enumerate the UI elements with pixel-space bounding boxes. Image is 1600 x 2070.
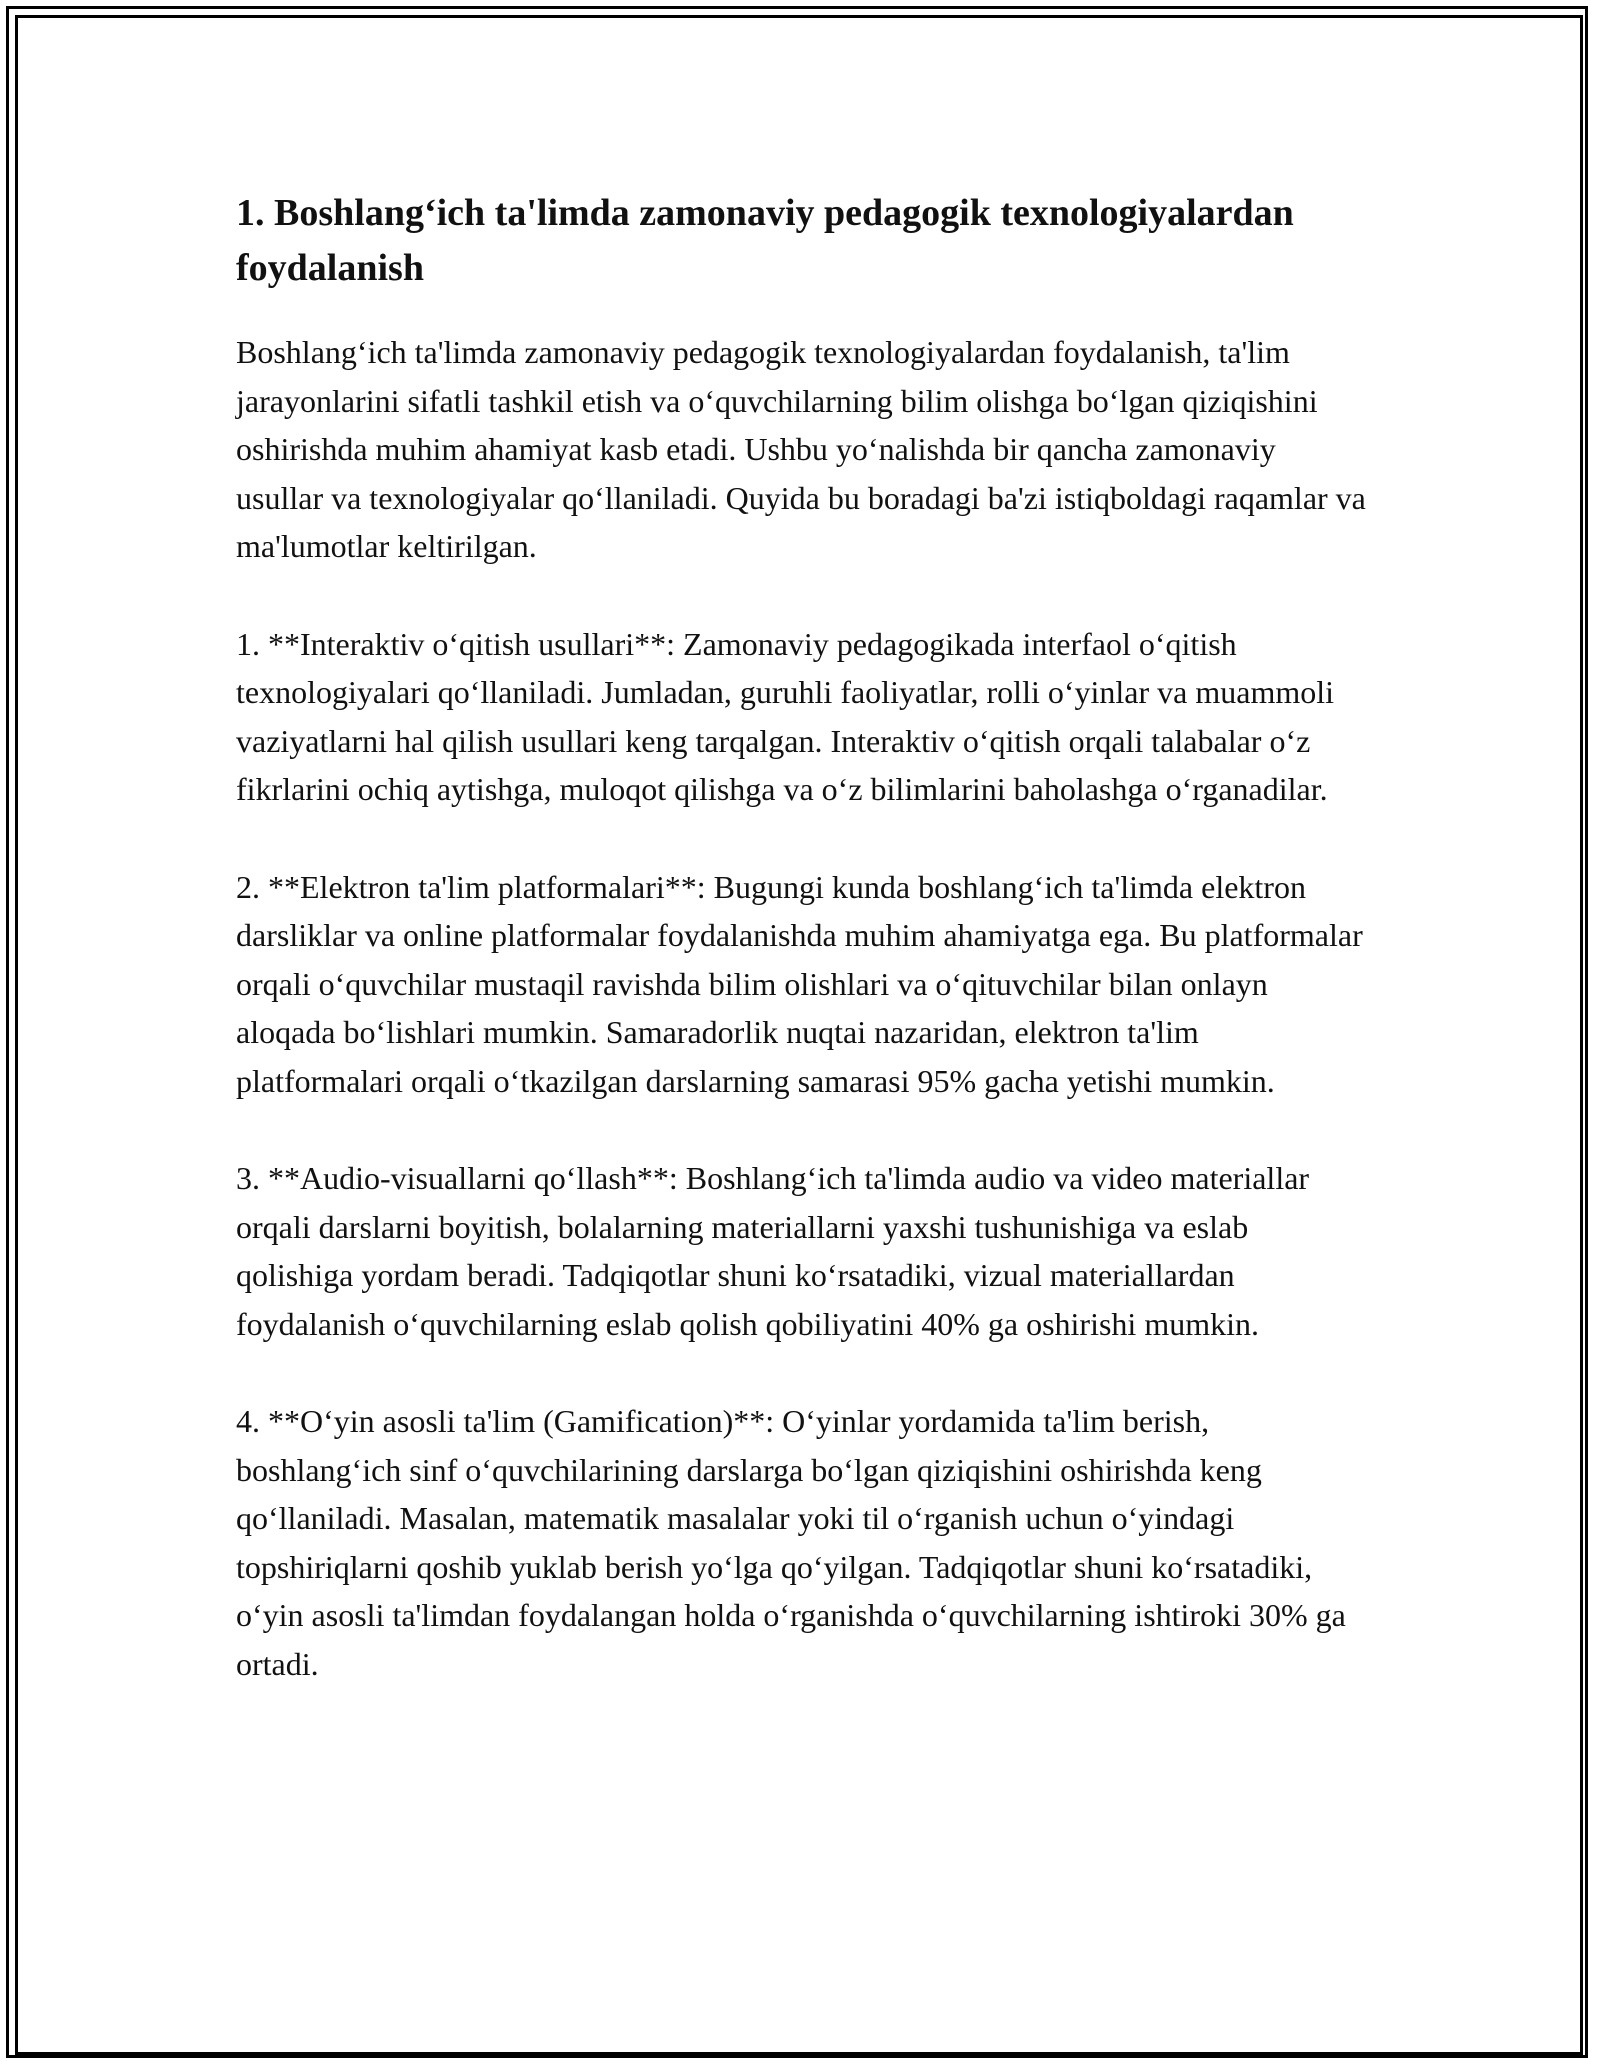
section-heading: 1. Boshlang‘ich ta'limda zamonaviy pedagogik texnologiyalardan foydalanish xyxy=(236,192,1294,289)
document-body xyxy=(236,186,1366,1737)
intro-paragraph: Boshlang‘ich ta'limda zamonaviy pedagogik texnologiyalardan foydalanish, ta'lim jarayonlarini sifatli tashkil etish va o‘quvchilarning bilim olishga bo‘lgan qiziqishini oshirishda muhim ahamiyat kasb etadi. Ushbu yo‘nalishda bir qancha zamonaviy usullar va texnologiyalar qo‘llaniladi. Quyida bu boradagi ba'zi istiqboldagi raqamlar va ma'lumotlar keltirilgan. xyxy=(236,334,1366,564)
paragraph-interactive-methods: 1. **Interaktiv o‘qitish usullari**: Zamonaviy pedagogikada interfaol o‘qitish texnologiyalari qo‘llaniladi. Jumladan, guruhli faoliyatlar, rolli o‘yinlar va muammoli vaziyatlarni hal qilish usullari keng tarqalgan. Interaktiv o‘qitish orqali talabalar o‘z fikrlarini ochiq aytishga, muloqot qilishga va o‘z bilimlarini baholashga o‘rganadilar. xyxy=(236,625,1334,807)
paragraph-gamification: 4. **O‘yin asosli ta'lim (Gamification)**: O‘yinlar yordamida ta'lim berish, boshlang‘ich sinf o‘quvchilarining darslarga bo‘lgan qiziqishini oshirishda keng qo‘llaniladi. Masalan, matematik masalalar yoki til o‘rganish uchun o‘yindagi topshiriqlarni qoshib yuklab berish yo‘lga qo‘yilgan. Tadqiqotlar shuni ko‘rsatadiki, o‘yin asosli ta'limdan foydalangan holda o‘rganishda o‘quvchilarning ishtiroki 30% ga ortadi. xyxy=(236,1403,1346,1682)
paragraph-e-learning-platforms: 2. **Elektron ta'lim platformalari**: Bugungi kunda boshlang‘ich ta'limda elektron darsliklar va online platformalar foydalanishda muhim ahamiyatga ega. Bu platformalar orqali o‘quvchilar mustaqil ravishda bilim olishlari va o‘qituvchilar bilan onlayn aloqada bo‘lishlari mumkin. Samaradorlik nuqtai nazaridan, elektron ta'lim platformalari orqali o‘tkazilgan darslarning samarasi 95% gacha yetishi mumkin. xyxy=(236,868,1363,1099)
paragraph-audio-visual: 3. **Audio-visuallarni qo‘llash**: Boshlang‘ich ta'limda audio va video materiallar orqali darslarni boyitish, bolalarning materiallarni yaxshi tushunishiga va eslab qolishiga yordam beradi. Tadqiqotlar shuni ko‘rsatadiki, vizual materiallardan foydalanish o‘quvchilarning eslab qolish qobiliyatini 40% ga oshirishi mumkin. xyxy=(236,1160,1310,1342)
